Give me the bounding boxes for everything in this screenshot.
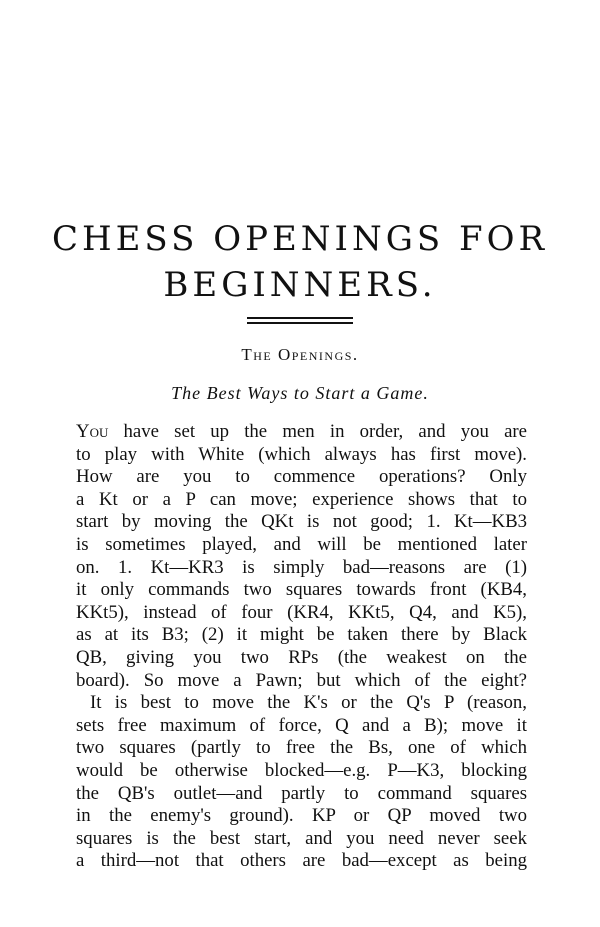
text-line: would be otherwise blocked—e.g. P—K3, blocking xyxy=(76,759,527,781)
text-line: It is best to move the K's or the Q's P (reason, xyxy=(90,692,527,714)
section-heading: The Openings. xyxy=(241,345,359,364)
text-line xyxy=(76,421,527,444)
title-line-1: CHESS OPENINGS FOR xyxy=(51,219,549,259)
text-line: two squares (partly to free the Bs, one of which xyxy=(76,737,527,759)
first-word: You xyxy=(76,421,109,442)
text-line: board). So move a Pawn; but which of the eight? xyxy=(76,669,527,691)
text-line: in the enemy's ground). KP or QP moved two xyxy=(76,805,527,827)
title-divider-top xyxy=(247,317,353,319)
text-line: sets free maximum of force, Q and a B); move it xyxy=(76,714,527,736)
text-line: start by moving the QKt is not good; 1. Kt—KB3 xyxy=(76,511,527,533)
text-line: is sometimes played, and will be mentioned later xyxy=(76,533,527,555)
title-line-2: BEGINNERS. xyxy=(163,265,437,305)
subtitle: The Best Ways to Start a Game. xyxy=(171,383,429,403)
text-line: as at its B3; (2) it might be taken there by Black xyxy=(76,624,527,646)
text-line: on. 1. Kt—KR3 is simply bad—reasons are (1) xyxy=(76,556,527,578)
text-line: to play with White (which always has first move). xyxy=(76,443,527,465)
text-line: a Kt or a P can move; experience shows that to xyxy=(76,488,527,510)
text-line: squares is the best start, and you need never seek xyxy=(76,827,527,849)
text-line: the QB's outlet—and partly to command squares xyxy=(76,782,527,804)
text-line: it only commands two squares towards front (KB4, xyxy=(76,579,527,601)
title-divider-bottom xyxy=(247,322,353,324)
text-line: KKt5), instead of four (KR4, KKt5, Q4, and K5), xyxy=(76,601,527,623)
text-line: a third—not that others are bad—except as being xyxy=(76,850,527,872)
body-text xyxy=(76,421,527,873)
text-line: How are you to commence operations? Only xyxy=(76,466,527,488)
text-line: QB, giving you two RPs (the weakest on the xyxy=(76,646,527,668)
text-line-segment: have set up the men in order, and you are xyxy=(108,421,527,442)
